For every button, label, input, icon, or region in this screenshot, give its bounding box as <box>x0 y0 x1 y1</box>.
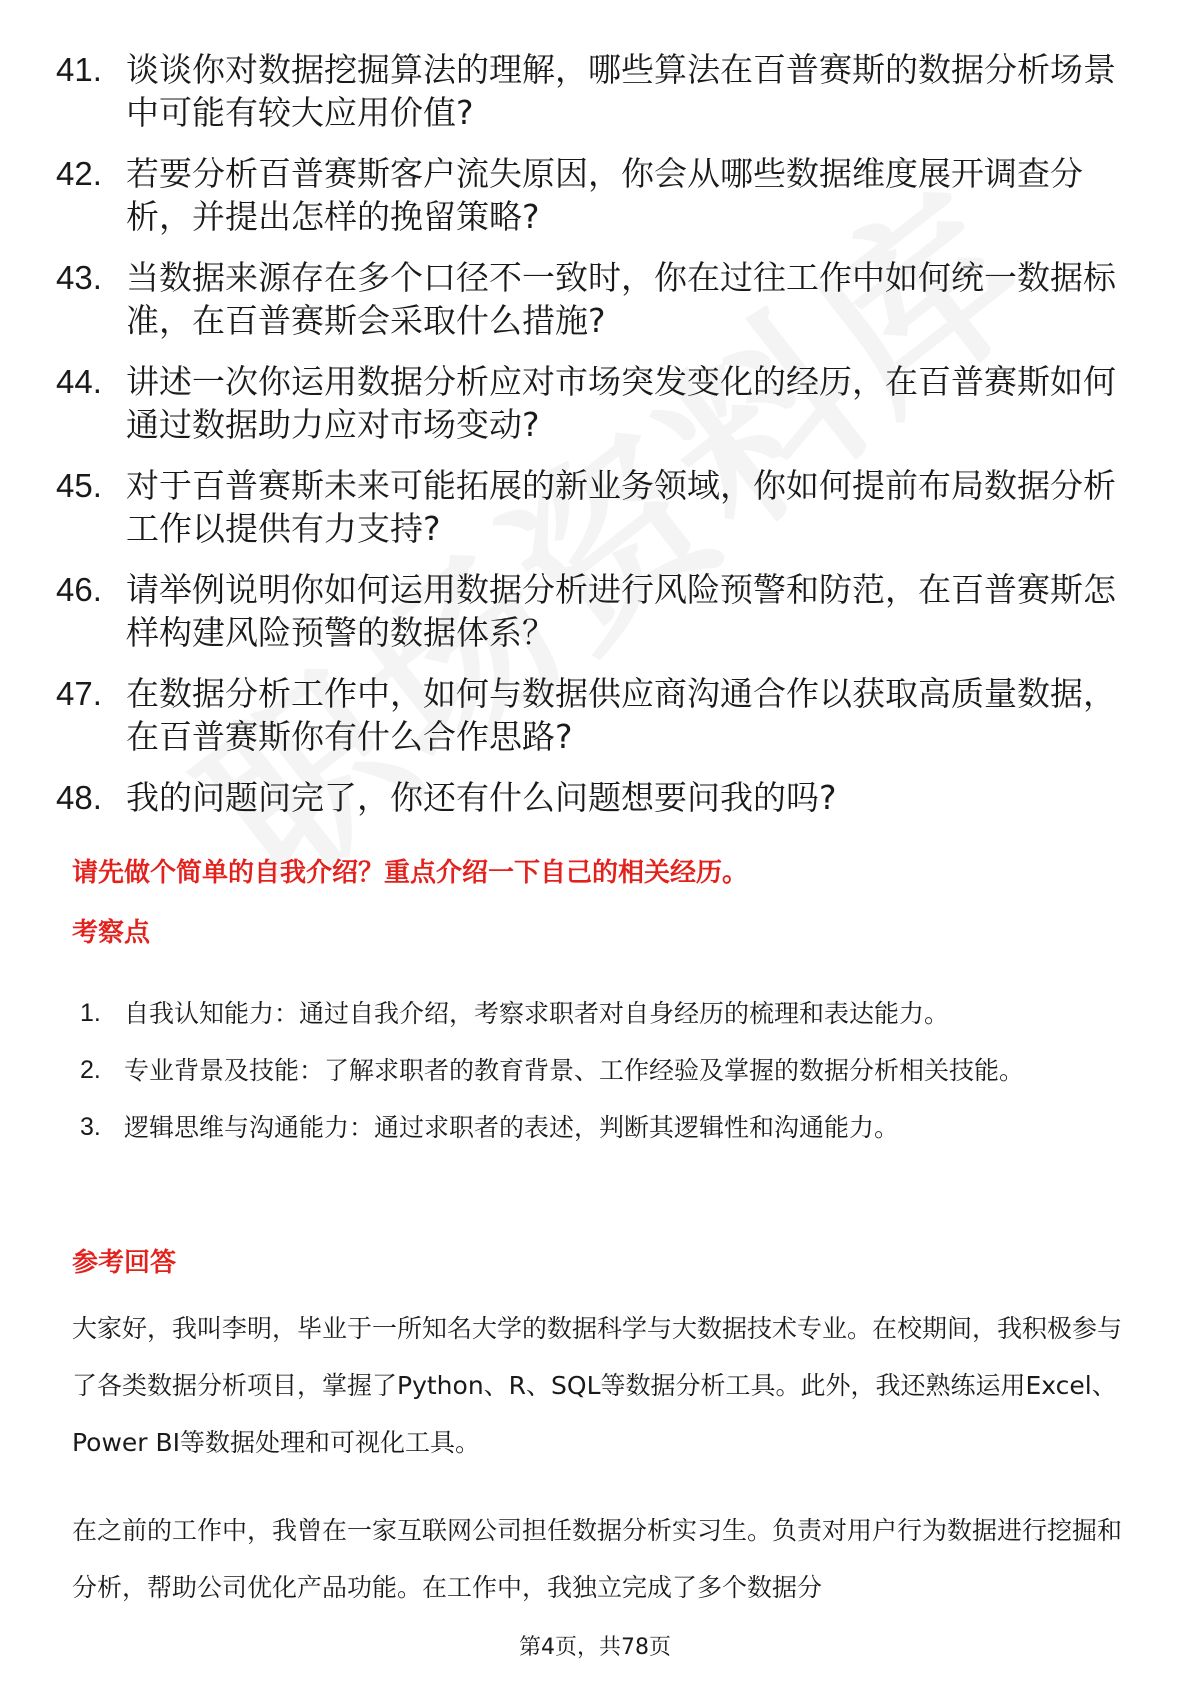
question-item <box>56 360 1116 446</box>
point-text: 自我认知能力：通过自我介绍，考察求职者对自身经历的梳理和表达能力。 <box>124 999 950 1028</box>
question-number: 47. <box>56 675 102 712</box>
point-item <box>80 985 1120 1042</box>
question-text: 我的问题问完了，你还有什么问题想要问我的吗? <box>126 778 837 817</box>
point-item <box>80 1042 1120 1099</box>
question-item <box>56 672 1116 758</box>
question-number: 43. <box>56 259 102 296</box>
question-item <box>56 568 1116 654</box>
point-number: 1. <box>80 999 101 1027</box>
question-text: 对于百普赛斯未来可能拓展的新业务领域，你如何提前布局数据分析工作以提供有力支持? <box>126 466 1116 548</box>
question-number: 44. <box>56 363 102 400</box>
answer-paragraph: 大家好，我叫李明，毕业于一所知名大学的数据科学与大数据技术专业。在校期间，我积极参与了各类数据分析项目，掌握了Python、R、SQL等数据分析工具。此外，我还熟练运用Excel、Power BI等数据处理和可视化工具。 <box>72 1314 1123 1457</box>
question-number: 45. <box>56 467 102 504</box>
question-text: 若要分析百普赛斯客户流失原因，你会从哪些数据维度展开调查分析，并提出怎样的挽留策略? <box>126 154 1083 236</box>
question-item <box>56 464 1116 550</box>
section-heading-points: 考察点 <box>72 918 151 948</box>
question-item <box>56 256 1116 342</box>
question-list <box>56 48 1116 837</box>
question-number: 48. <box>56 779 102 816</box>
question-text: 在数据分析工作中，如何与数据供应商沟通合作以获取高质量数据，在百普赛斯你有什么合作思路? <box>126 674 1116 756</box>
point-number: 2. <box>80 1056 101 1084</box>
question-text: 当数据来源存在多个口径不一致时，你在过往工作中如何统一数据标准，在百普赛斯会采取什么措施? <box>126 258 1116 340</box>
question-text: 谈谈你对数据挖掘算法的理解，哪些算法在百普赛斯的数据分析场景中可能有较大应用价值? <box>126 50 1116 132</box>
question-item <box>56 152 1116 238</box>
highlight-question: 请先做个简单的自我介绍？重点介绍一下自己的相关经历。 <box>72 858 749 888</box>
page-footer: 第4页，共78页 <box>519 1635 671 1660</box>
section-heading-answer: 参考回答 <box>72 1248 177 1278</box>
point-number: 3. <box>80 1113 101 1141</box>
question-number: 46. <box>56 571 102 608</box>
question-text: 讲述一次你运用数据分析应对市场突发变化的经历，在百普赛斯如何通过数据助力应对市场变动? <box>126 362 1116 444</box>
answer-paragraph: 在之前的工作中，我曾在一家互联网公司担任数据分析实习生。负责对用户行为数据进行挖掘和分析，帮助公司优化产品功能。在工作中，我独立完成了多个数据分 <box>72 1516 1123 1602</box>
points-list <box>80 985 1120 1156</box>
question-item <box>56 776 1116 819</box>
point-text: 专业背景及技能：了解求职者的教育背景、工作经验及掌握的数据分析相关技能。 <box>124 1056 1025 1085</box>
point-item <box>80 1099 1120 1156</box>
point-text: 逻辑思维与沟通能力：通过求职者的表述，判断其逻辑性和沟通能力。 <box>124 1113 900 1142</box>
question-item <box>56 48 1116 134</box>
question-number: 42. <box>56 155 102 192</box>
question-number: 41. <box>56 51 102 88</box>
question-text: 请举例说明你如何运用数据分析进行风险预警和防范，在百普赛斯怎样构建风险预警的数据体系？ <box>126 570 1116 652</box>
